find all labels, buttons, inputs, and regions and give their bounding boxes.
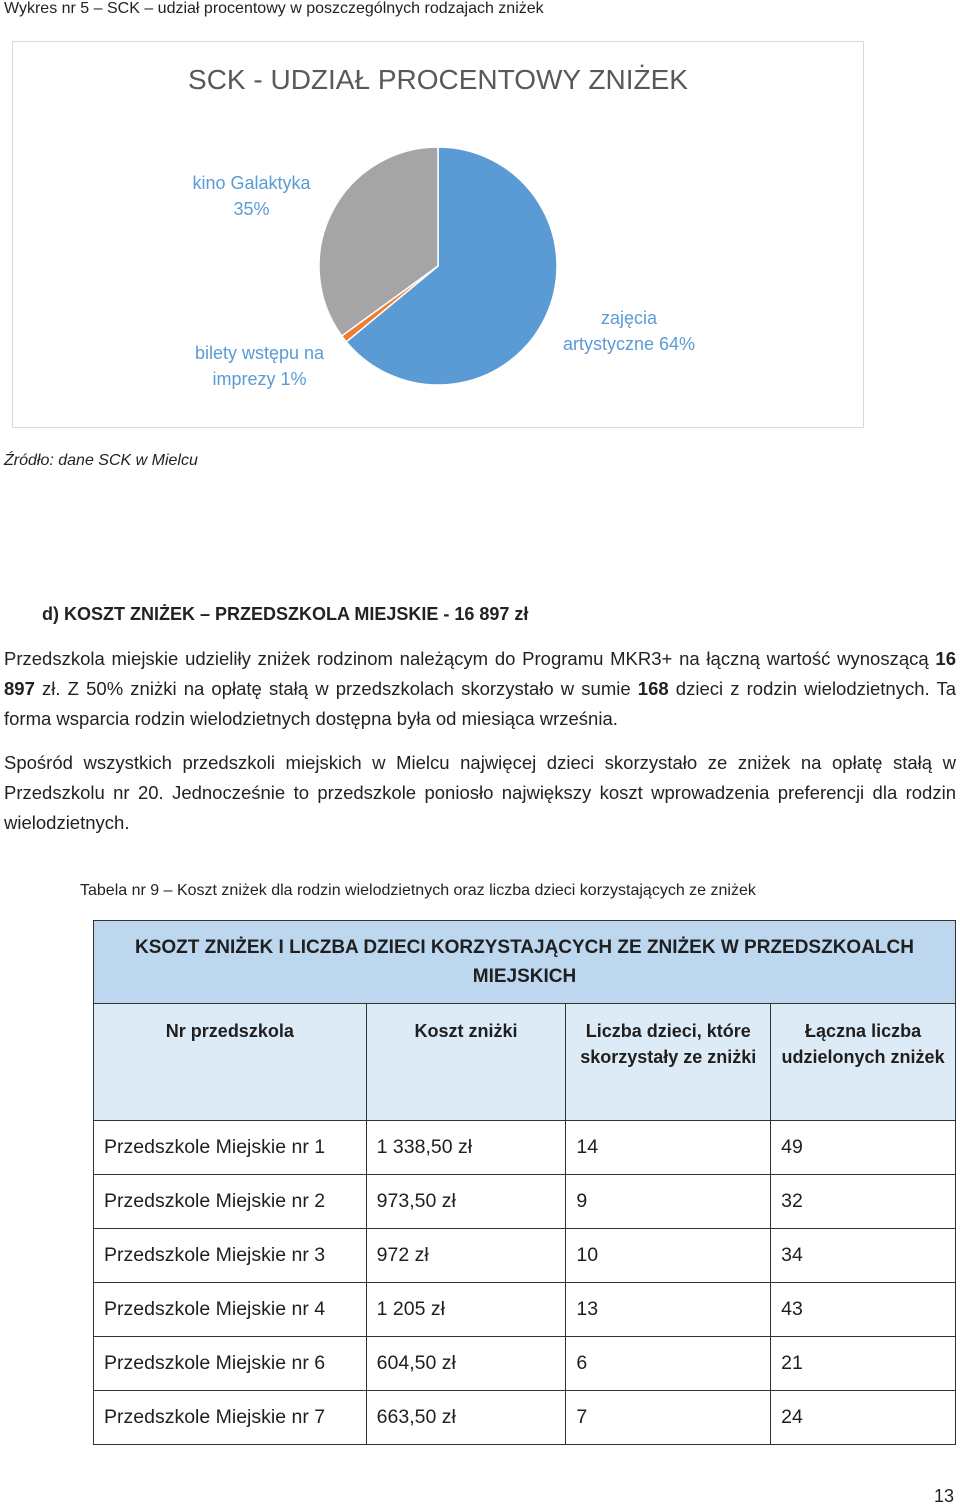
table-cell: 24 (771, 1391, 956, 1445)
table-cell: Przedszkole Miejskie nr 3 (94, 1229, 367, 1283)
table-row (94, 1175, 956, 1229)
table-cell: 21 (771, 1337, 956, 1391)
table-cell: 1 338,50 zł (366, 1121, 566, 1175)
paragraph-2: Spośród wszystkich przedszkoli miejskich w Mielcu najwięcej dzieci skorzystało ze zniżek na opłatę stałą w Przedszkolu nr 20. Jednocześnie to przedszkole poniosło największy koszt wprowadzenia preferencji dla rodzin wielodzietnych. (4, 752, 956, 833)
table-cell: Przedszkole Miejskie nr 1 (94, 1121, 367, 1175)
table-cell: Przedszkole Miejskie nr 6 (94, 1337, 367, 1391)
column-header: Liczba dzieci, które skorzystały ze zniżki (566, 1004, 771, 1121)
table-cell: 10 (566, 1229, 771, 1283)
table-cell: 973,50 zł (366, 1175, 566, 1229)
table-cell: 1 205 zł (366, 1283, 566, 1337)
chart-source: Źródło: dane SCK w Mielcu (4, 452, 198, 469)
table-cell: Przedszkole Miejskie nr 2 (94, 1175, 367, 1229)
table-cell: 7 (566, 1391, 771, 1445)
table-cell: 972 zł (366, 1229, 566, 1283)
table-row (94, 1337, 956, 1391)
table-title: KSOZT ZNIŻEK I LICZBA DZIECI KORZYSTAJĄCYCH ZE ZNIŻEK W PRZEDSZKOALCH MIEJSKICH (94, 921, 956, 1004)
paragraph-1: Przedszkola miejskie udzieliły zniżek rodzinom należącym do Programu MKR3+ na łączną wartość wynoszącą 16 897 zł. Z 50% zniżki na opłatę stałą w przedszkolach skorzystało w sumie 168 dzieci z rodzin wielodzietnych. Ta forma wsparcia rodzin wielodzietnych dostępna była od miesiąca września. (4, 648, 956, 729)
table-row (94, 1283, 956, 1337)
pie-label-zajecia: zajęcia artystyczne 64% (562, 308, 696, 354)
table-cell: Przedszkole Miejskie nr 4 (94, 1283, 367, 1337)
table-row (94, 1229, 956, 1283)
table-cell: 34 (771, 1229, 956, 1283)
table-row (94, 1121, 956, 1175)
pie-svg (13, 42, 863, 427)
page-number: 13 (933, 1486, 954, 1506)
table-cell: 604,50 zł (366, 1337, 566, 1391)
table-cell: 13 (566, 1283, 771, 1337)
table-cell: 6 (566, 1337, 771, 1391)
table-caption: Tabela nr 9 – Koszt zniżek dla rodzin wielodzietnych oraz liczba dzieci korzystających ze zniżek (80, 882, 756, 899)
table-cell: 49 (771, 1121, 956, 1175)
table-cell: 43 (771, 1283, 956, 1337)
column-header: Koszt zniżki (366, 1004, 566, 1121)
table-cell: 32 (771, 1175, 956, 1229)
pie-label-bilety: bilety wstępu na imprezy 1% (194, 343, 325, 389)
table-row (94, 1391, 956, 1445)
pie-chart (12, 41, 864, 428)
chart-title: SCK - UDZIAŁ PROCENTOWY ZNIŻEK (188, 64, 688, 95)
figure-caption: Wykres nr 5 – SCK – udział procentowy w poszczególnych rodzajach zniżek (4, 0, 544, 17)
discount-table (93, 920, 956, 1445)
section-heading: d) KOSZT ZNIŻEK – PRZEDSZKOLA MIEJSKIE - 16 897 zł (42, 604, 529, 624)
column-header: Nr przedszkola (94, 1004, 367, 1121)
table-cell: Przedszkole Miejskie nr 7 (94, 1391, 367, 1445)
table-cell: 663,50 zł (366, 1391, 566, 1445)
pie-label-kino: kino Galaktyka 35% (192, 173, 311, 219)
table-cell: 9 (566, 1175, 771, 1229)
table-cell: 14 (566, 1121, 771, 1175)
column-header: Łączna liczba udzielonych zniżek (771, 1004, 956, 1121)
